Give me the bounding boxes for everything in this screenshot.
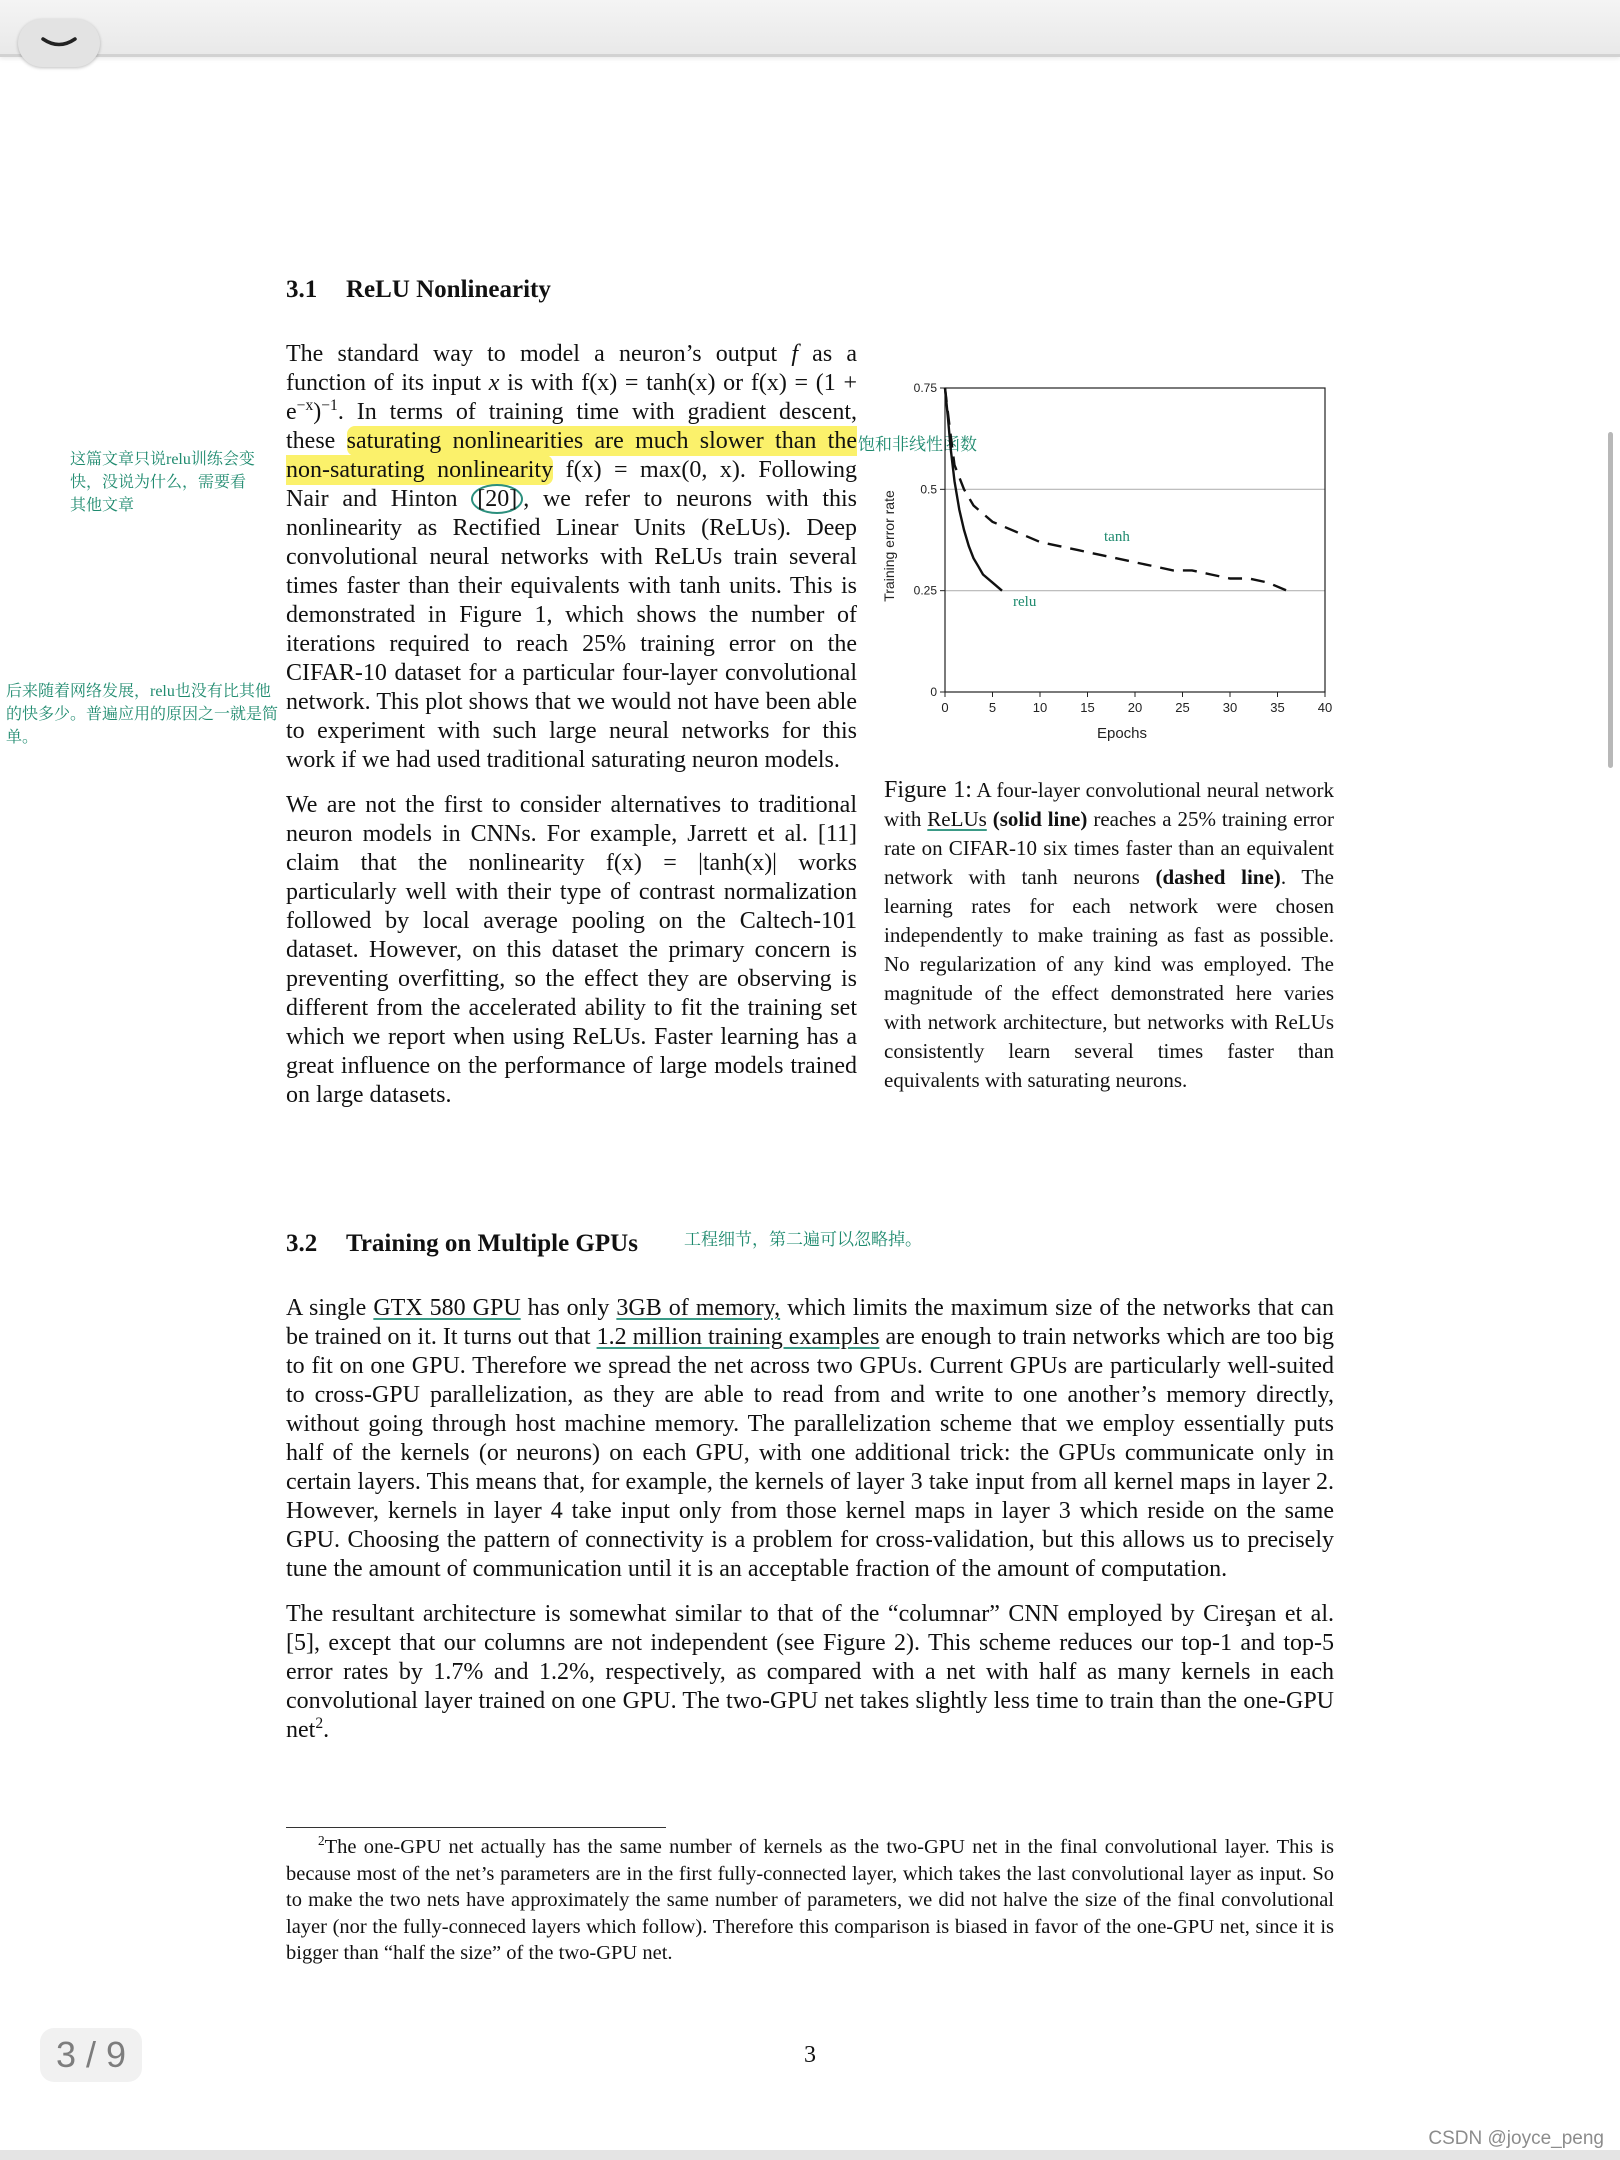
section-number: 3.1 — [286, 276, 318, 303]
inline-note-saturating: 饱和非线性函数 — [858, 435, 977, 454]
y-tick-label: 0.5 — [920, 482, 937, 497]
series-label-tanh: tanh — [1104, 529, 1130, 545]
y-axis-label: Training error rate — [881, 490, 897, 602]
footnote-divider — [286, 1827, 666, 1828]
paragraph: The resultant architecture is somewhat similar to that of the “columnar” CNN employed by Cireşan et al. [5], except that our columns are not independent (see Figure 2). This scheme reduces our top-1 and top-5 error rates by 1.7% and 1.2%, respectively, as compared with a net with half as many kernels in each convolutional layer trained on one GPU. The two-GPU net takes slightly less time to train than the one-GPU net$^2$. — [286, 1601, 1334, 1743]
page-indicator[interactable]: 3 / 9 — [40, 2028, 142, 2082]
section-heading-3-1 — [286, 276, 551, 304]
section-3-1-body — [286, 340, 857, 1126]
section-number: 3.2 — [286, 1230, 318, 1257]
x-tick-label: 35 — [1270, 700, 1285, 715]
math-relu: f(x) = max(0, x) — [565, 457, 740, 483]
highlighted-text: saturating nonlinearities are much slower than the non-saturating nonlinearity — [286, 428, 857, 483]
x-tick-label: 0 — [941, 700, 949, 715]
circled-citation[interactable]: [20] — [471, 484, 523, 514]
math-tanh: f(x) = tanh(x) — [581, 370, 716, 396]
y-tick-label: 0 — [930, 685, 937, 699]
x-tick-label: 5 — [988, 700, 997, 715]
section-heading-3-2 — [286, 1230, 638, 1258]
vertical-scrollbar[interactable] — [1608, 432, 1613, 768]
viewer-toolbar — [0, 0, 1620, 57]
x-axis-label: Epochs — [1096, 725, 1148, 742]
page-number: 3 — [804, 2042, 816, 2068]
viewer-bottom-bar — [0, 2150, 1620, 2160]
series-label-relu: relu — [1013, 594, 1037, 610]
y-tick-label: 0.75 — [913, 381, 937, 395]
plot-frame — [945, 388, 1325, 692]
section-3-2-body — [286, 1294, 1334, 1761]
watermark: CSDN @joyce_peng — [1428, 2128, 1604, 2149]
collapse-toolbar-button[interactable] — [18, 19, 100, 67]
y-tick-label: 0.25 — [913, 583, 937, 598]
x-tick-label: 15 — [1080, 700, 1095, 715]
paragraph: The standard way to model a neuron’s output f as a function of its input x is with f(x) = tanh(x) or $f(x) = (1 + e^{-x})^{-1}$. In terms of training time with gradient descent, these saturating nonlinearities are much slower than the non-saturating nonlinearity f(x) = max(0, x). Following Nair and Hinton [20] , we refer to neurons with this nonlinearity as Rectified Linear Units (ReLUs). Deep convolutional neural networks with ReLUs train several times faster than their equivalents with tanh units. This is demonstrated in Figure 1, which shows the number of iterations required to reach 25% training error on the CIFAR-10 dataset for a particular four-layer convolutional network. This plot shows that we would not have been able to experiment with such large neural networks for this work if we had used traditional saturating neuron models. — [286, 341, 858, 773]
paragraph: We are not the first to consider alternatives to traditional neuron models in CNNs. For example, Jarrett et al. [11] claim that the nonlinearity f(x) = |tanh(x)| works particularly well with their type of contrast normalization followed by local average pooling on the Caltech-101 dataset. However, on this dataset the primary concern is preventing overfitting, so the effect they are observing is different from the accelerated ability to fit the training set which we report when using ReLUs. Faster learning has a great influence on the performance of large models trained on large datasets. — [286, 792, 857, 1108]
section-title: Training on Multiple GPUs — [346, 1230, 638, 1257]
section-title: ReLU Nonlinearity — [346, 276, 551, 303]
margin-note-1: 这篇文章只说relu训练会变快，没说为什么，需要看其他文章 — [70, 451, 255, 514]
x-tick-label: 30 — [1222, 700, 1238, 715]
inline-note-engineering: 工程细节，第二遍可以忽略掉。 — [684, 1230, 922, 1249]
margin-note-2: 后来随着网络发展，relu也没有比其他的快多少。普遍应用的原因之一就是简单。 — [6, 683, 279, 746]
x-tick-label: 40 — [1317, 700, 1333, 715]
figure-1-caption: Figure 1: A four-layer convolutional neural network with ReLUs (solid line) reaches a 25% training error rate on CIFAR-10 six times faster than an equivalent network with tanh neurons (dashed line). The learning rates for each network were chosen independently to make training as fast as possible. No regularization of any kind was employed. The magnitude of the effect demonstrated here varies with network architecture, but networks with ReLUs consistently learn several times faster than equivalents with saturating neurons. — [884, 777, 1334, 1092]
figure-1-chart — [880, 376, 1340, 746]
footnote: $^2$The one-GPU net actually has the same number of kernels as the two-GPU net in the final convolutional layer. This is because most of the net’s parameters are in the first fully-connected layer, which takes the last convolutional layer as input. So to make the two nets have approximately the same number of parameters, we did not halve the size of the final convolutional layer (nor the fully-conneced layers which follow). Therefore this comparison is biased in favor of the one-GPU net, since it is bigger than “half the size” of the two-GPU net. — [286, 1833, 1334, 1964]
chevron-down-icon — [39, 35, 79, 51]
math-abs-tanh: f(x) = |tanh(x)| — [605, 850, 777, 876]
x-tick-label: 20 — [1127, 700, 1143, 715]
paragraph: A single GTX 580 GPU has only 3GB of memory, which limits the maximum size of the networks that can be trained on it. It turns out that 1.2 million training examples are enough to train networks which are too big to fit on one GPU. Therefore we spread the net across two GPUs. Current GPUs are particularly well-suited to cross-GPU parallelization, as they are able to read from and write to one another’s memory directly, without going through host machine memory. The parallelization scheme that we employ essentially puts half of the kernels (or neurons) on each GPU, with one additional trick: the GPUs communicate only in certain layers. This means that, for example, the kernels of layer 3 take input from all kernel maps in layer 2. However, kernels in layer 4 take input only from those kernel maps in layer 3 which reside on the same GPU. Choosing the pattern of connectivity is a problem for cross-validation, but this allows us to precisely tune the amount of communication until it is an acceptable fraction of the amount of computation. — [286, 1295, 1334, 1582]
x-tick-label: 25 — [1175, 700, 1190, 715]
x-tick-label: 10 — [1032, 700, 1048, 715]
